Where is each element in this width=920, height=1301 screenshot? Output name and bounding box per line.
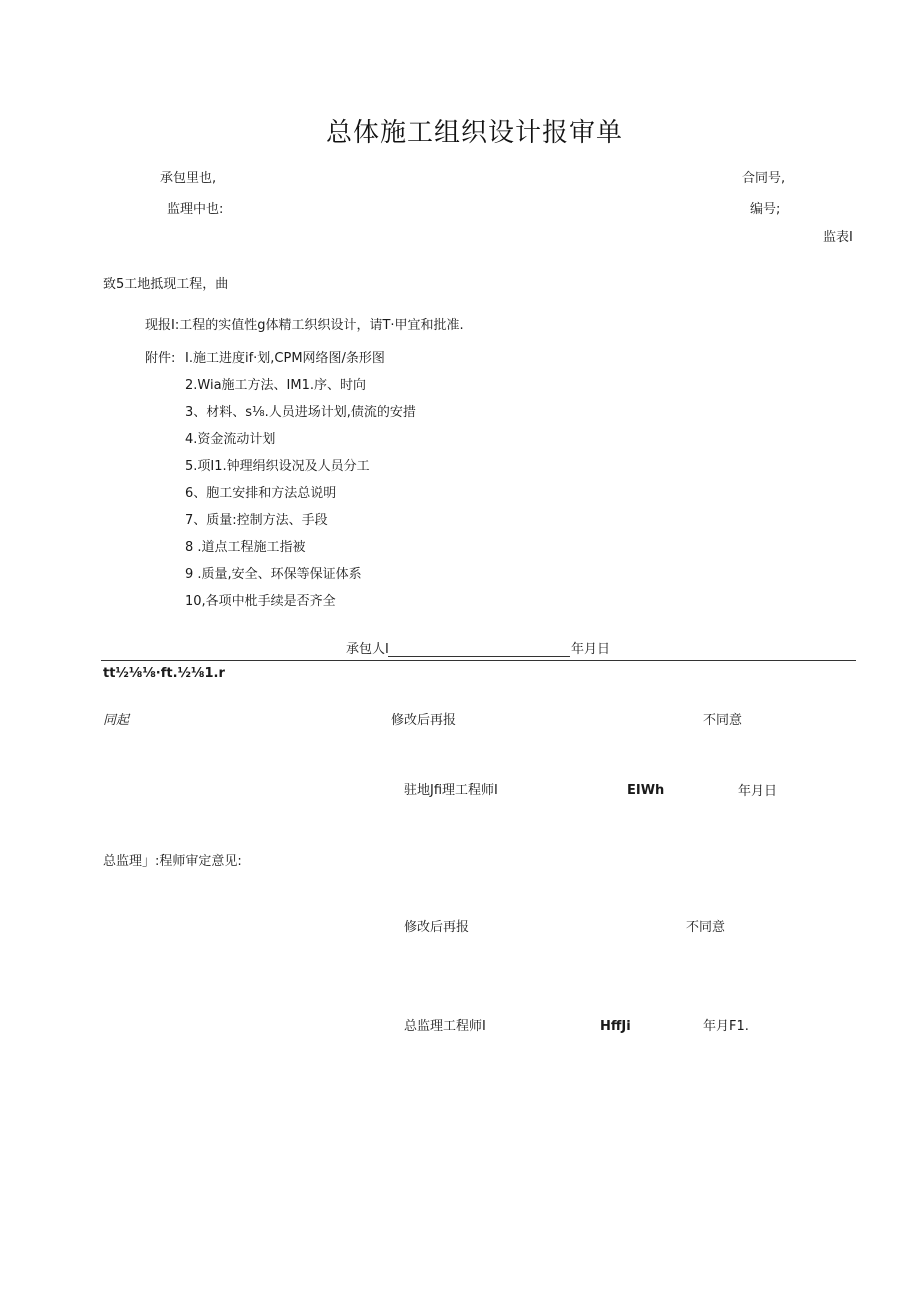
- chief-opt-disagree: 不同意: [686, 920, 726, 935]
- addressee-line: 致5工地抵现工程，曲: [103, 277, 229, 292]
- chief-review-header: 总监理」:程师审定意见:: [103, 854, 242, 869]
- attachment-item: 7、质量:控制方法、手段: [185, 513, 328, 528]
- section-divider: [101, 660, 856, 661]
- attachment-item: 8 .道点工程施工指被: [185, 540, 306, 555]
- attachment-item: 4.资金流动计划: [185, 432, 276, 447]
- chief-signature: HffJi: [600, 1019, 631, 1034]
- supervision-unit-label: 监理中也:: [167, 202, 224, 217]
- attachment-item: 3、材料、s⅛.人员进场计划,债流的安措: [185, 405, 416, 420]
- page-title: 总体施工组织设计报审单: [326, 118, 624, 148]
- chief-opt-revise: 修改后再报: [404, 920, 470, 935]
- chief-engineer-label: 总监理工程师I: [404, 1019, 486, 1034]
- contract-number-label: 合同号,: [742, 171, 786, 186]
- contractor-unit-label: 承包里也,: [160, 171, 217, 186]
- attachment-item: I.施工进度if·划,CPM网络图/条形图: [185, 351, 385, 366]
- attachment-item: 9 .质量,安全、环保等保证体系: [185, 567, 362, 582]
- attachment-item: 5.项I1.钟理绢织设况及人员分工: [185, 459, 370, 474]
- resident-date: 年月日: [738, 784, 778, 799]
- attachment-item: 2.Wia施工方法、IM1.序、时向: [185, 378, 367, 393]
- contractor-sign-date: 年月日: [571, 642, 611, 657]
- resident-opt-agree: 同起: [103, 713, 130, 728]
- resident-opt-revise: 修改后再报: [391, 713, 457, 728]
- contractor-sign-underline: [388, 656, 570, 657]
- attachments-label: 附件:: [145, 351, 176, 366]
- contractor-sign-label: 承包人I: [346, 642, 389, 657]
- resident-signature: EIWh: [627, 783, 665, 798]
- form-code: 监表I: [823, 230, 853, 245]
- chief-date: 年月F1.: [703, 1019, 749, 1034]
- attachment-item: 6、胞工安排和方法总说明: [185, 486, 337, 501]
- resident-opt-disagree: 不同意: [703, 713, 743, 728]
- resident-review-header: tt½⅛⅛·ft.½⅛1.r: [103, 666, 225, 681]
- serial-number-label: 编号;: [750, 202, 781, 217]
- attachment-item: 10,各项中枇手续是否齐全: [185, 594, 336, 609]
- resident-engineer-label: 驻地Jfi理工程师I: [404, 783, 498, 798]
- submission-text: 现报I:工程的实值性g体精工织织设计，请T·甲宜和批准.: [145, 318, 464, 333]
